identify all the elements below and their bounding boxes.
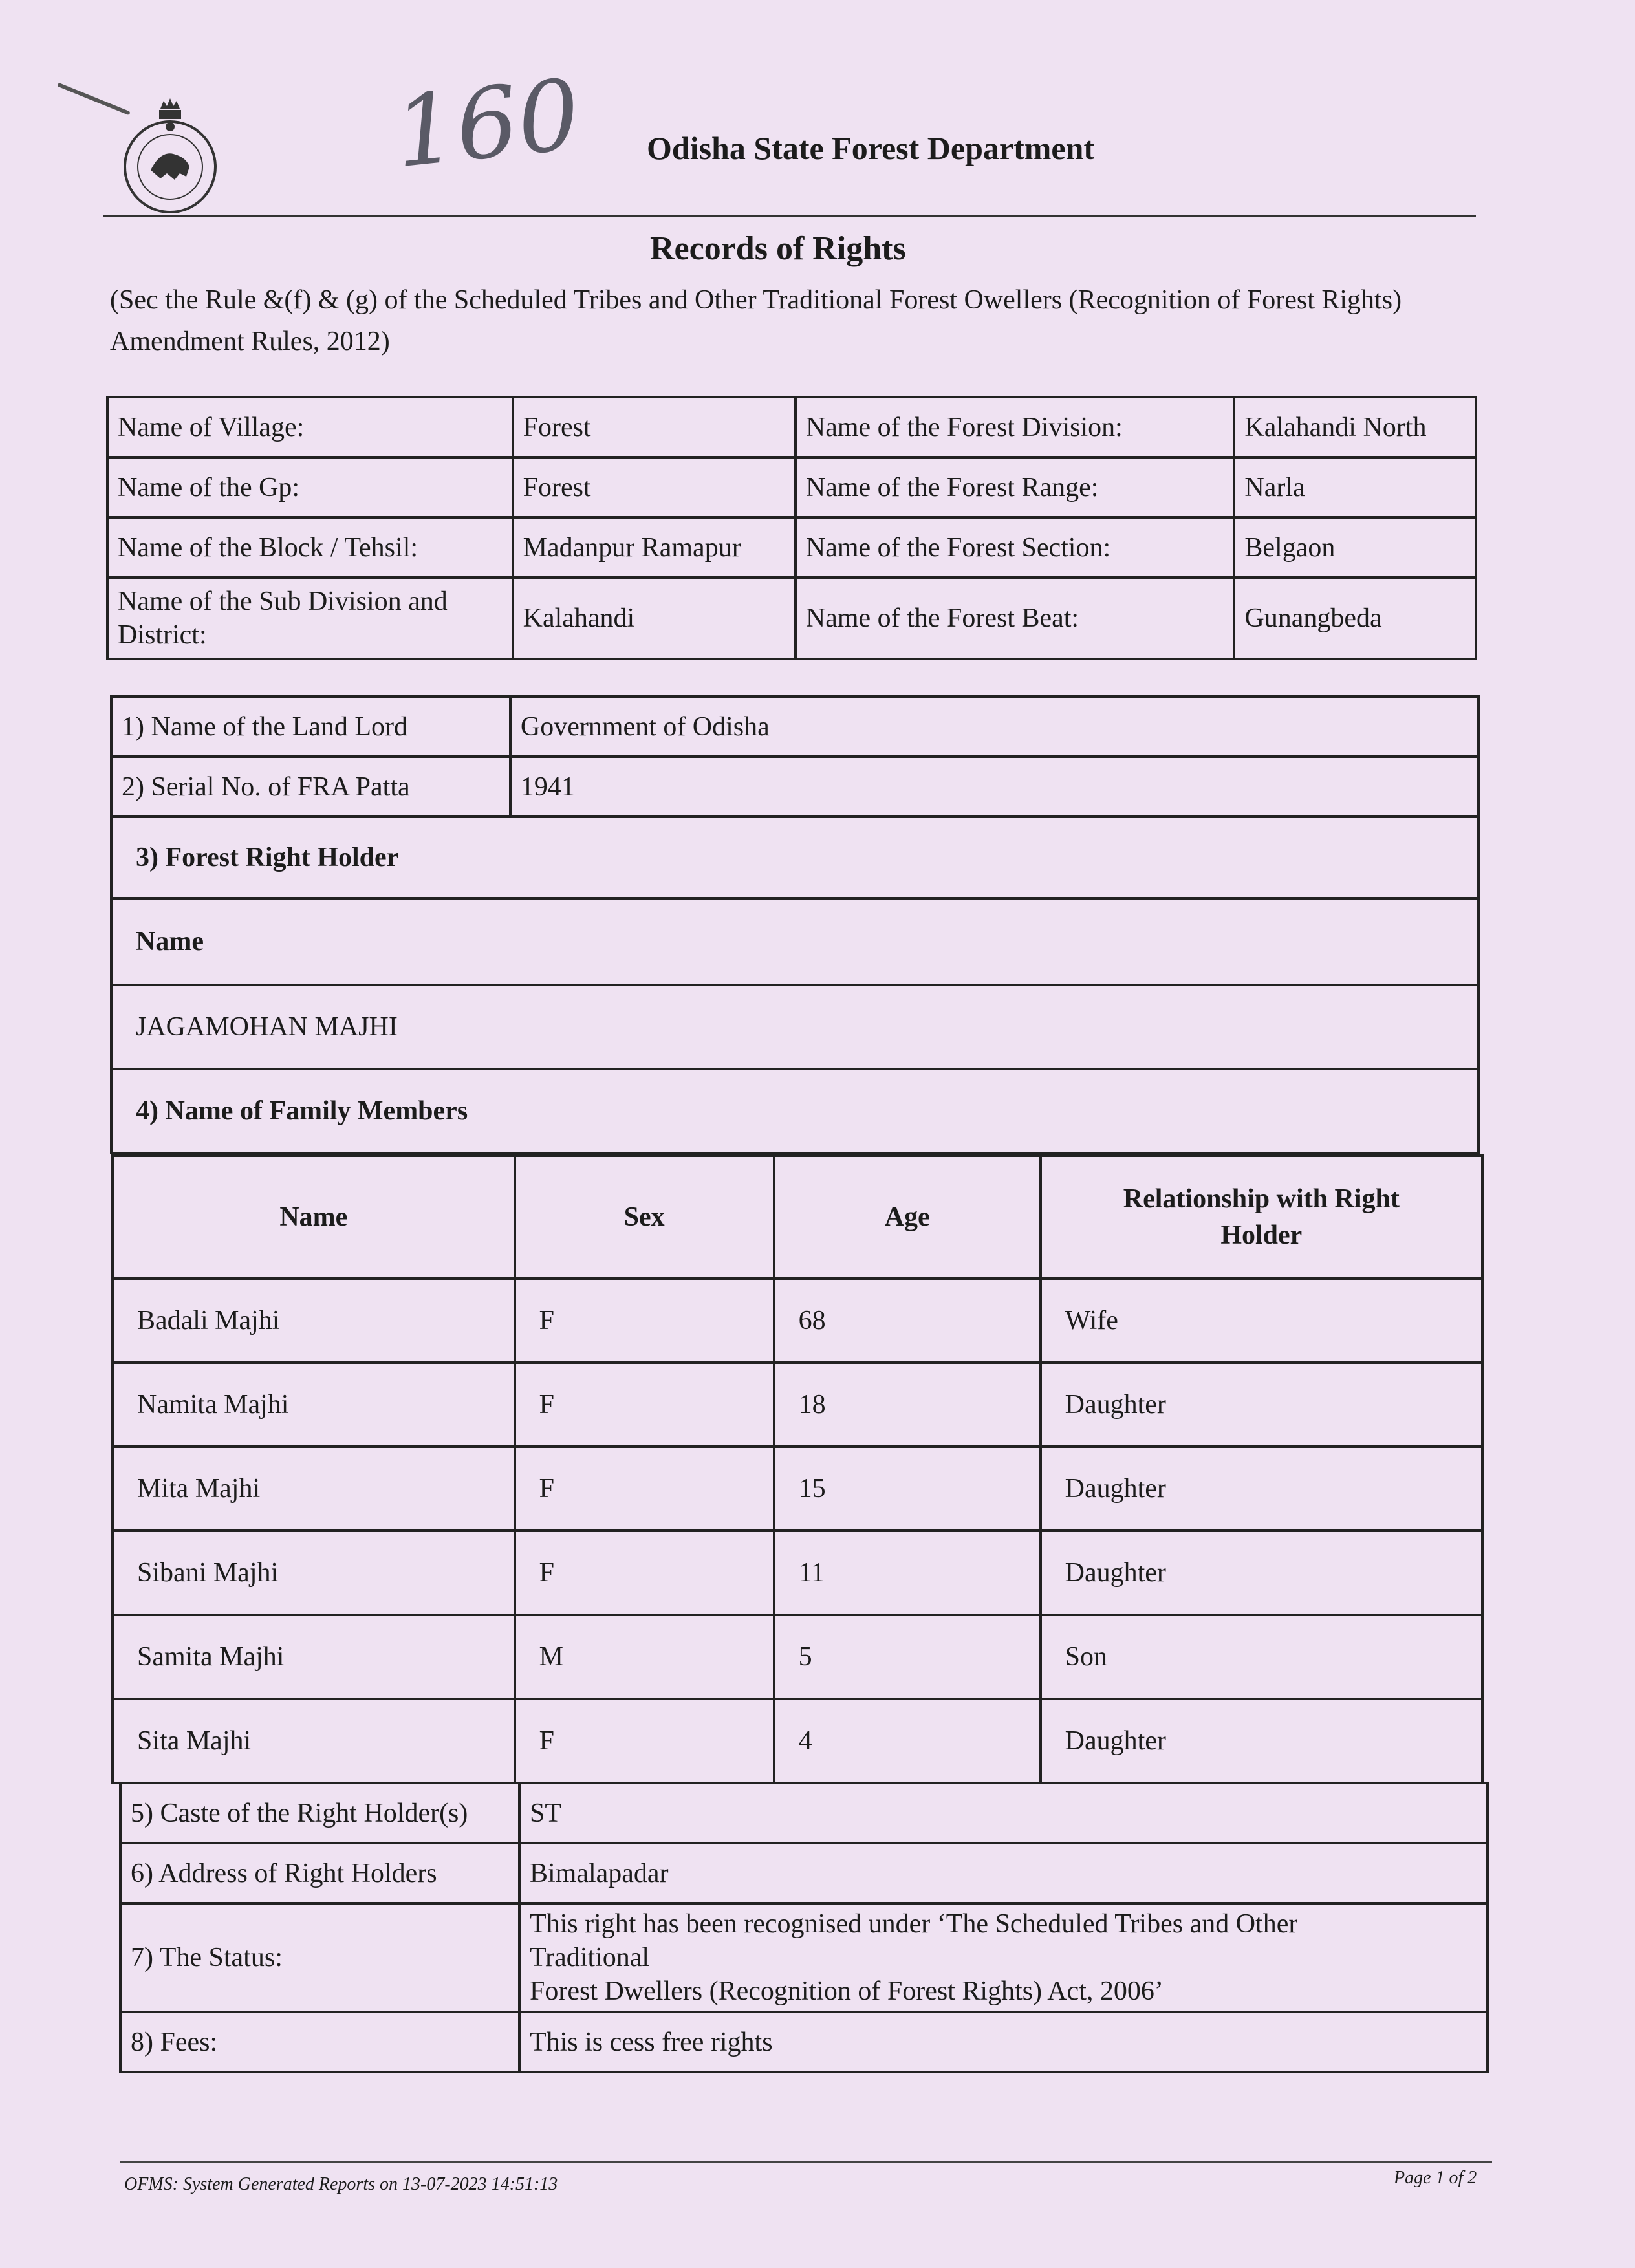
member-relation: Daughter — [1041, 1363, 1482, 1447]
rights-holder-table — [110, 695, 1480, 1154]
table-header-row — [113, 1156, 1482, 1279]
table-row — [111, 757, 1478, 817]
member-sex: M — [515, 1615, 774, 1699]
forest-division-value: Kalahandi North — [1234, 397, 1476, 457]
member-name: Sita Majhi — [113, 1699, 515, 1783]
member-sex: F — [515, 1447, 774, 1531]
member-age: 11 — [774, 1531, 1041, 1615]
footer-divider — [120, 2161, 1492, 2163]
forest-beat-value: Gunangbeda — [1234, 578, 1476, 659]
member-sex: F — [515, 1699, 774, 1783]
table-row — [120, 1903, 1488, 2012]
member-name: Namita Majhi — [113, 1363, 515, 1447]
table-row — [111, 817, 1478, 898]
member-age: 5 — [774, 1615, 1041, 1699]
location-info-table — [106, 396, 1477, 660]
column-header-name: Name — [113, 1156, 515, 1279]
address-label: 6) Address of Right Holders — [120, 1843, 519, 1903]
forest-section-label: Name of the Forest Section: — [796, 517, 1234, 578]
sub-division-value: Kalahandi — [513, 578, 796, 659]
sub-division-label: Name of the Sub Division and District: — [107, 578, 513, 659]
member-sex: F — [515, 1531, 774, 1615]
member-name: Samita Majhi — [113, 1615, 515, 1699]
table-row — [111, 985, 1478, 1069]
table-row — [120, 2012, 1488, 2072]
status-line: This right has been recognised under ‘The Scheduled Tribes and Other — [529, 1909, 1298, 1939]
member-age: 15 — [774, 1447, 1041, 1531]
table-row — [120, 1783, 1488, 1843]
land-lord-label: 1) Name of the Land Lord — [111, 697, 510, 757]
header-divider — [103, 215, 1476, 217]
page-number: Page 1 of 2 — [1394, 2168, 1477, 2188]
table-row — [107, 457, 1476, 517]
member-age: 4 — [774, 1699, 1041, 1783]
member-name: Mita Majhi — [113, 1447, 515, 1531]
village-value: Forest — [513, 397, 796, 457]
gp-value: Forest — [513, 457, 796, 517]
document-subtitle: (Sec the Rule &(f) & (g) of the Scheduled Tribes and Other Traditional Forest Owellers (Recognition of Forest Rights) Amendment Rules, 2012) — [110, 285, 1402, 356]
forest-beat-label: Name of the Forest Beat: — [796, 578, 1234, 659]
member-relation: Daughter — [1041, 1531, 1482, 1615]
fees-label: 8) Fees: — [120, 2012, 519, 2072]
member-relation: Son — [1041, 1615, 1482, 1699]
handwritten-page-number: 160 — [389, 58, 585, 190]
family-members-table — [111, 1154, 1484, 1784]
status-line: Forest Dwellers (Recognition of Forest Rights) Act, 2006’ — [529, 1976, 1164, 2006]
holder-name-heading: Name — [111, 898, 1478, 985]
member-sex: F — [515, 1279, 774, 1363]
forest-range-label: Name of the Forest Range: — [796, 457, 1234, 517]
caste-value: ST — [519, 1783, 1488, 1843]
member-relation: Daughter — [1041, 1447, 1482, 1531]
forest-range-value: Narla — [1234, 457, 1476, 517]
member-sex: F — [515, 1363, 774, 1447]
column-header-sex: Sex — [515, 1156, 774, 1279]
member-age: 18 — [774, 1363, 1041, 1447]
table-row — [120, 1843, 1488, 1903]
holder-name-value: JAGAMOHAN MAJHI — [111, 985, 1478, 1069]
serial-no-value: 1941 — [510, 757, 1478, 817]
status-line: Traditional — [529, 1943, 650, 1972]
village-label: Name of Village: — [107, 397, 513, 457]
status-value — [519, 1903, 1488, 2012]
generated-timestamp: OFMS: System Generated Reports on 13-07-2023 14:51:13 — [124, 2174, 558, 2194]
member-relation: Wife — [1041, 1279, 1482, 1363]
block-tehsil-label: Name of the Block / Tehsil: — [107, 517, 513, 578]
table-row — [113, 1531, 1482, 1615]
table-row — [111, 898, 1478, 985]
table-row — [113, 1279, 1482, 1363]
document-title: Records of Rights — [650, 230, 906, 267]
table-row — [111, 1069, 1478, 1153]
table-row — [111, 697, 1478, 757]
column-header-age: Age — [774, 1156, 1041, 1279]
family-members-heading: 4) Name of Family Members — [111, 1069, 1478, 1153]
address-value: Bimalapadar — [519, 1843, 1488, 1903]
serial-no-label: 2) Serial No. of FRA Patta — [111, 757, 510, 817]
table-row — [107, 578, 1476, 659]
forest-section-value: Belgaon — [1234, 517, 1476, 578]
caste-label: 5) Caste of the Right Holder(s) — [120, 1783, 519, 1843]
table-row — [113, 1363, 1482, 1447]
department-title: Odisha State Forest Department — [647, 130, 1095, 166]
member-relation: Daughter — [1041, 1699, 1482, 1783]
forest-right-holder-heading: 3) Forest Right Holder — [111, 817, 1478, 898]
land-lord-value: Government of Odisha — [510, 697, 1478, 757]
block-tehsil-value: Madanpur Ramapur — [513, 517, 796, 578]
member-name: Badali Majhi — [113, 1279, 515, 1363]
table-row — [113, 1699, 1482, 1783]
status-label: 7) The Status: — [120, 1903, 519, 2012]
member-age: 68 — [774, 1279, 1041, 1363]
table-row — [107, 517, 1476, 578]
table-row — [113, 1447, 1482, 1531]
gp-label: Name of the Gp: — [107, 457, 513, 517]
fees-value: This is cess free rights — [519, 2012, 1488, 2072]
column-header-relationship: Relationship with Right Holder — [1041, 1156, 1482, 1279]
table-row — [107, 397, 1476, 457]
holder-details-table — [119, 1782, 1489, 2073]
odisha-state-emblem-icon — [115, 96, 225, 219]
forest-division-label: Name of the Forest Division: — [796, 397, 1234, 457]
table-row — [113, 1615, 1482, 1699]
member-name: Sibani Majhi — [113, 1531, 515, 1615]
